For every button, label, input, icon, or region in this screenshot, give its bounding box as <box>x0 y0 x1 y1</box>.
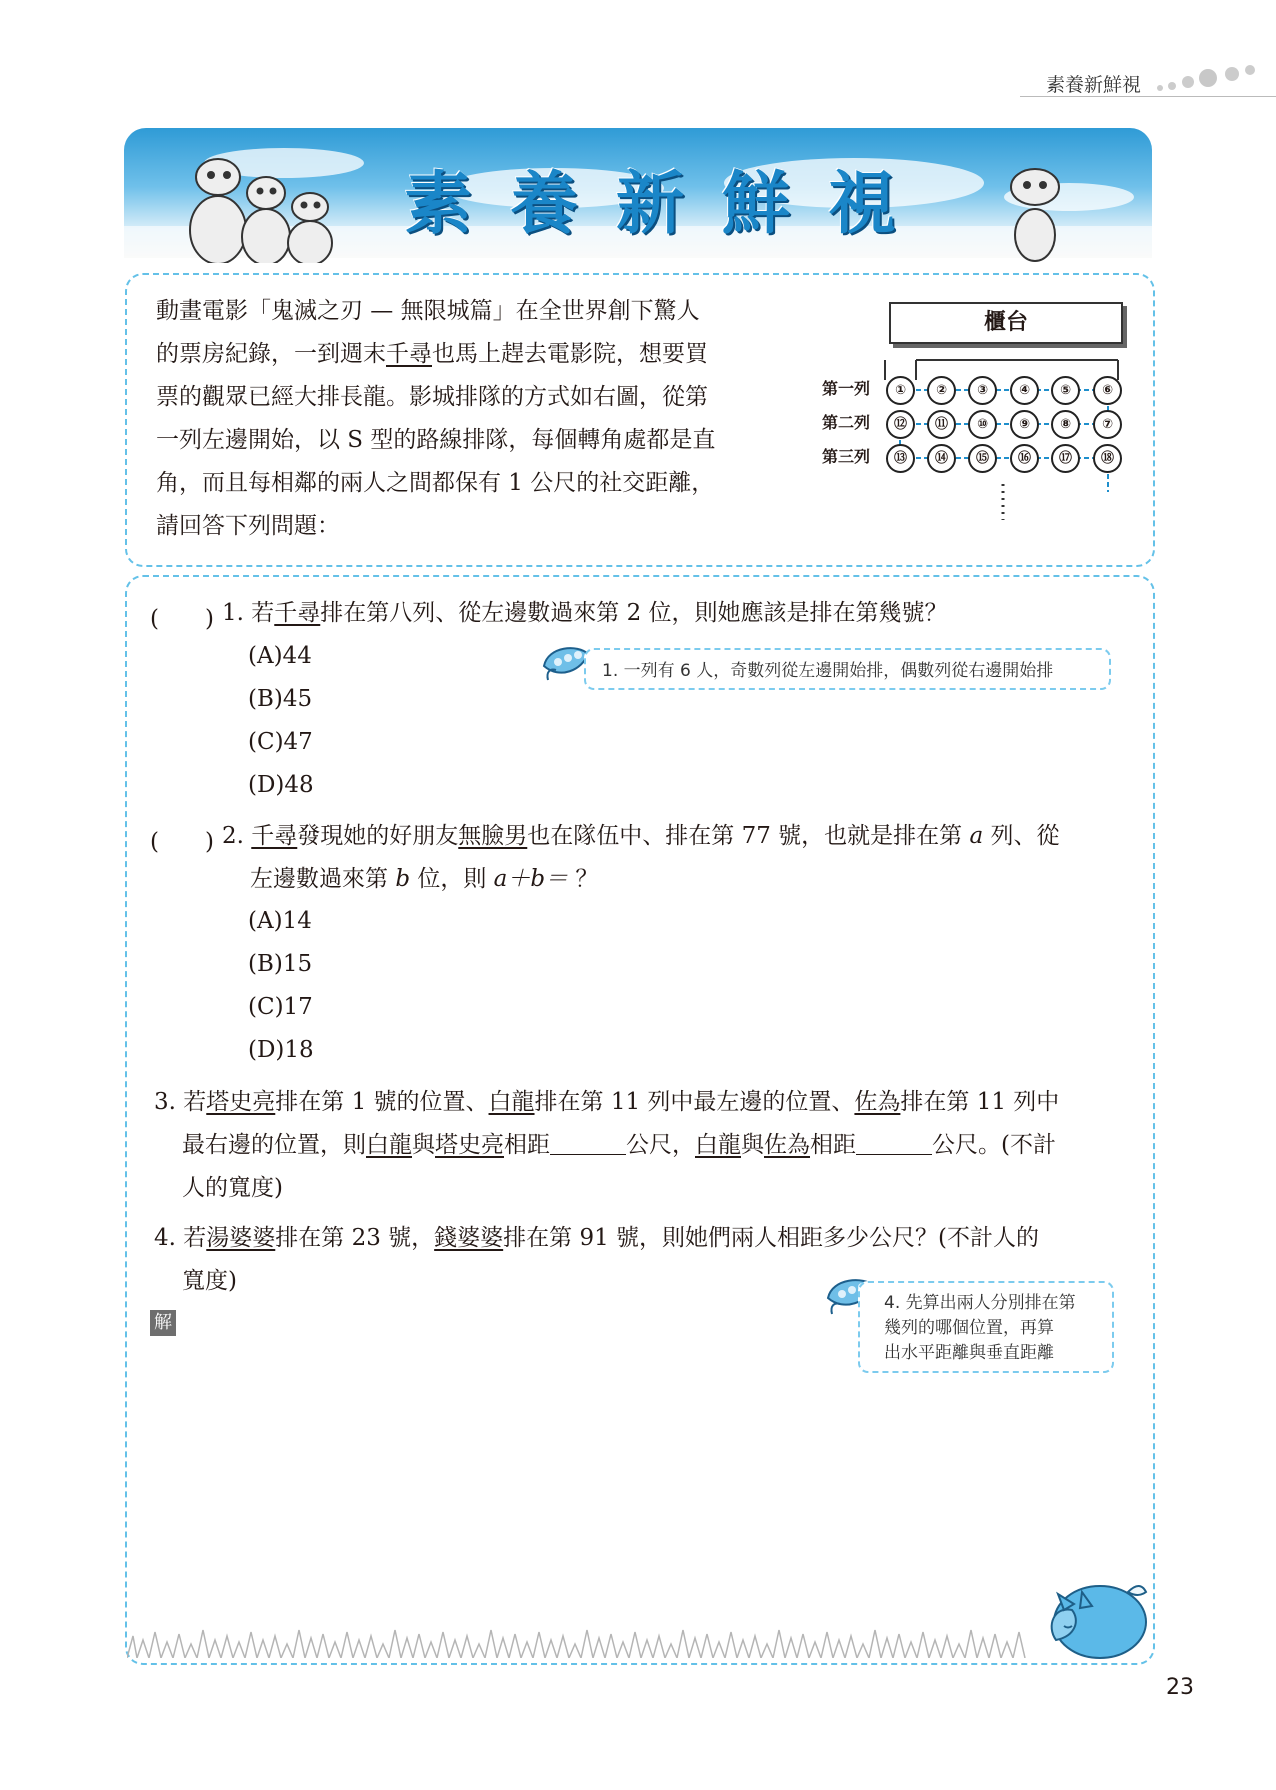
row-label-2: 第二列 <box>822 413 871 432</box>
question-3-line2: 最右邊的位置，則白龍與塔史亮相距 公尺，白龍與佐為相距 公尺。(不計 <box>182 1132 1056 1158</box>
question-3: 3. 若塔史亮排在第 1 號的位置、白龍排在第 11 列中最左邊的位置、佐為排在第 11 列中 <box>154 1089 1060 1115</box>
queue-number: ⑭ <box>927 444 956 473</box>
queue-number: ① <box>886 376 915 405</box>
intro-line: 角，而且每相鄰的兩人之間都保有 1 公尺的社交距離， <box>156 470 715 496</box>
intro-line: 一列左邊開始，以 S 型的路線排隊，每個轉角處都是直 <box>156 427 716 453</box>
counter-label: 櫃台 <box>889 302 1123 344</box>
grass-decoration <box>127 1618 1027 1658</box>
question-4: 4. 若湯婆婆排在第 23 號，錢婆婆排在第 91 號，則她們兩人相距多少公尺？(不計人的 <box>154 1225 1040 1251</box>
solution-label: 解 <box>150 1310 176 1336</box>
name-yubaba: 湯婆婆 <box>206 1225 276 1251</box>
intro-line: 動畫電影「鬼滅之刃 — 無限城篇」在全世界創下驚人 <box>156 298 700 324</box>
name-chihiro: 千尋 <box>386 341 432 367</box>
queue-number: ⑯ <box>1010 444 1039 473</box>
q2-option-d[interactable]: (D)18 <box>248 1037 314 1063</box>
row-label-3: 第三列 <box>822 447 871 466</box>
queue-number: ⑦ <box>1093 410 1122 439</box>
name-bailong: 白龍 <box>488 1089 535 1115</box>
question-1: 1. 若千尋排在第八列、從左邊數過來第 2 位，則她應該是排在第幾號？ <box>222 600 948 626</box>
name-no-face: 無臉男 <box>458 823 528 849</box>
queue-number: ⑩ <box>968 410 997 439</box>
hint-q1: 1. 一列有 6 人，奇數列從左邊開始排，偶數列從右邊開始排 <box>584 648 1111 690</box>
question-3-line3: 人的寬度) <box>182 1175 283 1201</box>
fill-blank-2[interactable] <box>856 1130 932 1155</box>
q2-option-c[interactable]: (C)17 <box>248 994 313 1020</box>
fill-blank-1[interactable] <box>550 1130 626 1155</box>
name-zeniba: 錢婆婆 <box>434 1225 504 1251</box>
hint-q4: 4. 先算出兩人分別排在第 幾列的哪個位置，再算 出水平距離與垂直距離 <box>858 1281 1114 1373</box>
queue-number: ③ <box>968 376 997 405</box>
question-2: 2. 千尋發現她的好朋友無臉男也在隊伍中、排在第 77 號，也就是排在第 a 列、從 <box>222 823 1060 849</box>
name-chihiro: 千尋 <box>274 600 321 626</box>
question-4-line2: 寬度) <box>182 1268 237 1294</box>
running-title: 素養新鮮視 <box>1045 74 1141 96</box>
queue-number: ⑱ <box>1093 444 1122 473</box>
queue-number: ⑧ <box>1051 410 1080 439</box>
q1-option-a[interactable]: (A)44 <box>248 643 312 669</box>
queue-path-lines <box>880 352 1120 522</box>
name-tashiliang: 塔史亮 <box>206 1089 276 1115</box>
meerkat-illustration <box>1000 165 1070 263</box>
q1-option-c[interactable]: (C)47 <box>248 729 313 755</box>
meerkats-illustration <box>178 155 350 263</box>
intro-line: 票的觀眾已經大排長龍。影城排隊的方式如右圖，從第 <box>156 384 708 410</box>
queue-number: ⑨ <box>1010 410 1039 439</box>
intro-line: 的票房紀錄，一到週末千尋也馬上趕去電影院，想要買 <box>156 341 708 367</box>
intro-paragraph <box>156 290 784 548</box>
q1-option-b[interactable]: (B)45 <box>248 686 313 712</box>
answer-blank-q2[interactable]: ( ) <box>150 829 214 855</box>
queue-number: ⑥ <box>1093 376 1122 405</box>
name-zuowei: 佐為 <box>854 1089 901 1115</box>
sleeping-fox-illustration <box>1036 1570 1150 1662</box>
header-dots-decoration <box>1150 62 1276 96</box>
row-label-1: 第一列 <box>822 379 871 398</box>
banner-title: 素養新鮮視 <box>404 165 935 244</box>
queue-number: ⑪ <box>927 410 956 439</box>
queue-number: ⑮ <box>968 444 997 473</box>
queue-number: ⑫ <box>886 410 915 439</box>
page-number: 23 <box>1166 1675 1194 1700</box>
answer-blank-q1[interactable]: ( ) <box>150 606 214 632</box>
q2-option-a[interactable]: (A)14 <box>248 908 312 934</box>
intro-line: 請回答下列問題： <box>156 513 340 539</box>
name-chihiro: 千尋 <box>251 823 298 849</box>
queue-number: ② <box>927 376 956 405</box>
question-2-line2: 左邊數過來第 b 位，則 a＋b＝ ？ <box>250 866 599 892</box>
q2-option-b[interactable]: (B)15 <box>248 951 313 977</box>
queue-number: ⑰ <box>1051 444 1080 473</box>
q1-option-d[interactable]: (D)48 <box>248 772 314 798</box>
queue-number: ⑬ <box>886 444 915 473</box>
queue-number: ⑤ <box>1051 376 1080 405</box>
header-rule <box>1020 96 1276 97</box>
queue-number: ④ <box>1010 376 1039 405</box>
